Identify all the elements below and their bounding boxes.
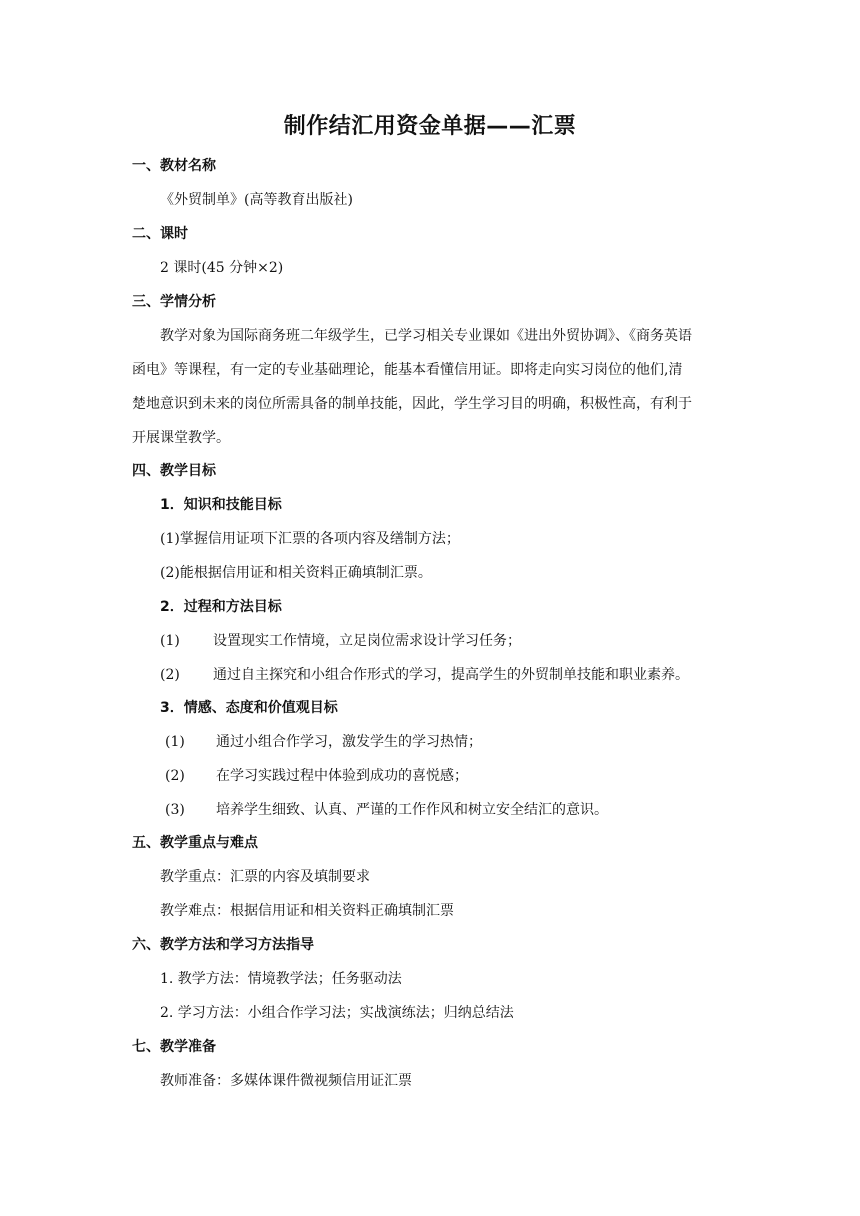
preparation-text: 教师准备：多媒体课件微视频信用证汇票 [160, 1073, 412, 1089]
key-point-line: 教学难点：根据信用证和相关资料正确填制汇票 [160, 903, 454, 919]
subheading-process-methods: 2．过程和方法目标 [160, 599, 282, 615]
section-heading-textbook: 一、教材名称 [132, 158, 216, 174]
student-analysis-line: 楚地意识到未来的岗位所需具备的制单技能，因此，学生学习目的明确，积极性高，有利于 [132, 396, 692, 412]
item-number: (3) [165, 802, 185, 818]
item-text: 培养学生细致、认真、严谨的工作作风和树立安全结汇的意识。 [216, 802, 608, 818]
subheading-attitudes-values: 3．情感、态度和价值观目标 [160, 700, 338, 716]
item-text: 掌握信用证项下汇票的各项内容及缮制方法； [179, 531, 460, 547]
item-text: 在学习实践过程中体验到成功的喜悦感； [216, 768, 468, 784]
goal-item [160, 664, 689, 686]
item-number: (2) [160, 667, 180, 683]
section-heading-student-analysis: 三、学情分析 [132, 294, 216, 310]
item-text: 通过小组合作学习，激发学生的学习热情； [216, 734, 482, 750]
student-analysis-line: 教学对象为国际商务班二年级学生，已学习相关专业课如《进出外贸协调》、《商务英语 [160, 328, 692, 344]
textbook-name: 《外贸制单》(高等教育出版社) [160, 192, 353, 208]
method-line: 2. 学习方法：小组合作学习法；实战演练法；归纳总结法 [160, 1005, 514, 1021]
goal-item [160, 562, 432, 584]
item-number: (2) [165, 768, 185, 784]
item-number: (2) [160, 565, 180, 581]
key-point-line: 教学重点：汇票的内容及填制要求 [160, 869, 370, 885]
section-heading-key-points: 五、教学重点与难点 [132, 835, 258, 851]
section-heading-methods: 六、教学方法和学习方法指导 [132, 937, 314, 953]
item-number: (1) [160, 531, 180, 547]
item-text: 设置现实工作情境，立足岗位需求设计学习任务； [213, 633, 521, 649]
section-heading-teaching-goals: 四、教学目标 [132, 463, 216, 479]
student-analysis-line: 开展课堂教学。 [132, 430, 230, 446]
section-heading-preparation: 七、教学准备 [132, 1039, 216, 1055]
item-text: 通过自主探究和小组合作形式的学习，提高学生的外贸制单技能和职业素养。 [213, 667, 689, 683]
goal-item [165, 731, 482, 753]
class-hours-text: 2 课时(45 分钟×2) [160, 260, 284, 276]
item-text: 能根据信用证和相关资料正确填制汇票。 [179, 565, 432, 581]
item-number: (1) [165, 734, 185, 750]
goal-item [160, 528, 460, 550]
student-analysis-line: 函电》等课程，有一定的专业基础理论，能基本看懂信用证。即将走向实习岗位的他们,清 [132, 362, 683, 378]
goal-item [165, 799, 608, 821]
subheading-knowledge-skills: 1．知识和技能目标 [160, 497, 282, 513]
method-line: 1. 教学方法：情境教学法；任务驱动法 [160, 971, 402, 987]
item-number: (1) [160, 633, 180, 649]
goal-item [165, 765, 468, 787]
goal-item [160, 630, 521, 652]
section-heading-class-hours: 二、课时 [132, 226, 188, 242]
page-title: 制作结汇用资金单据——汇票 [283, 114, 577, 139]
